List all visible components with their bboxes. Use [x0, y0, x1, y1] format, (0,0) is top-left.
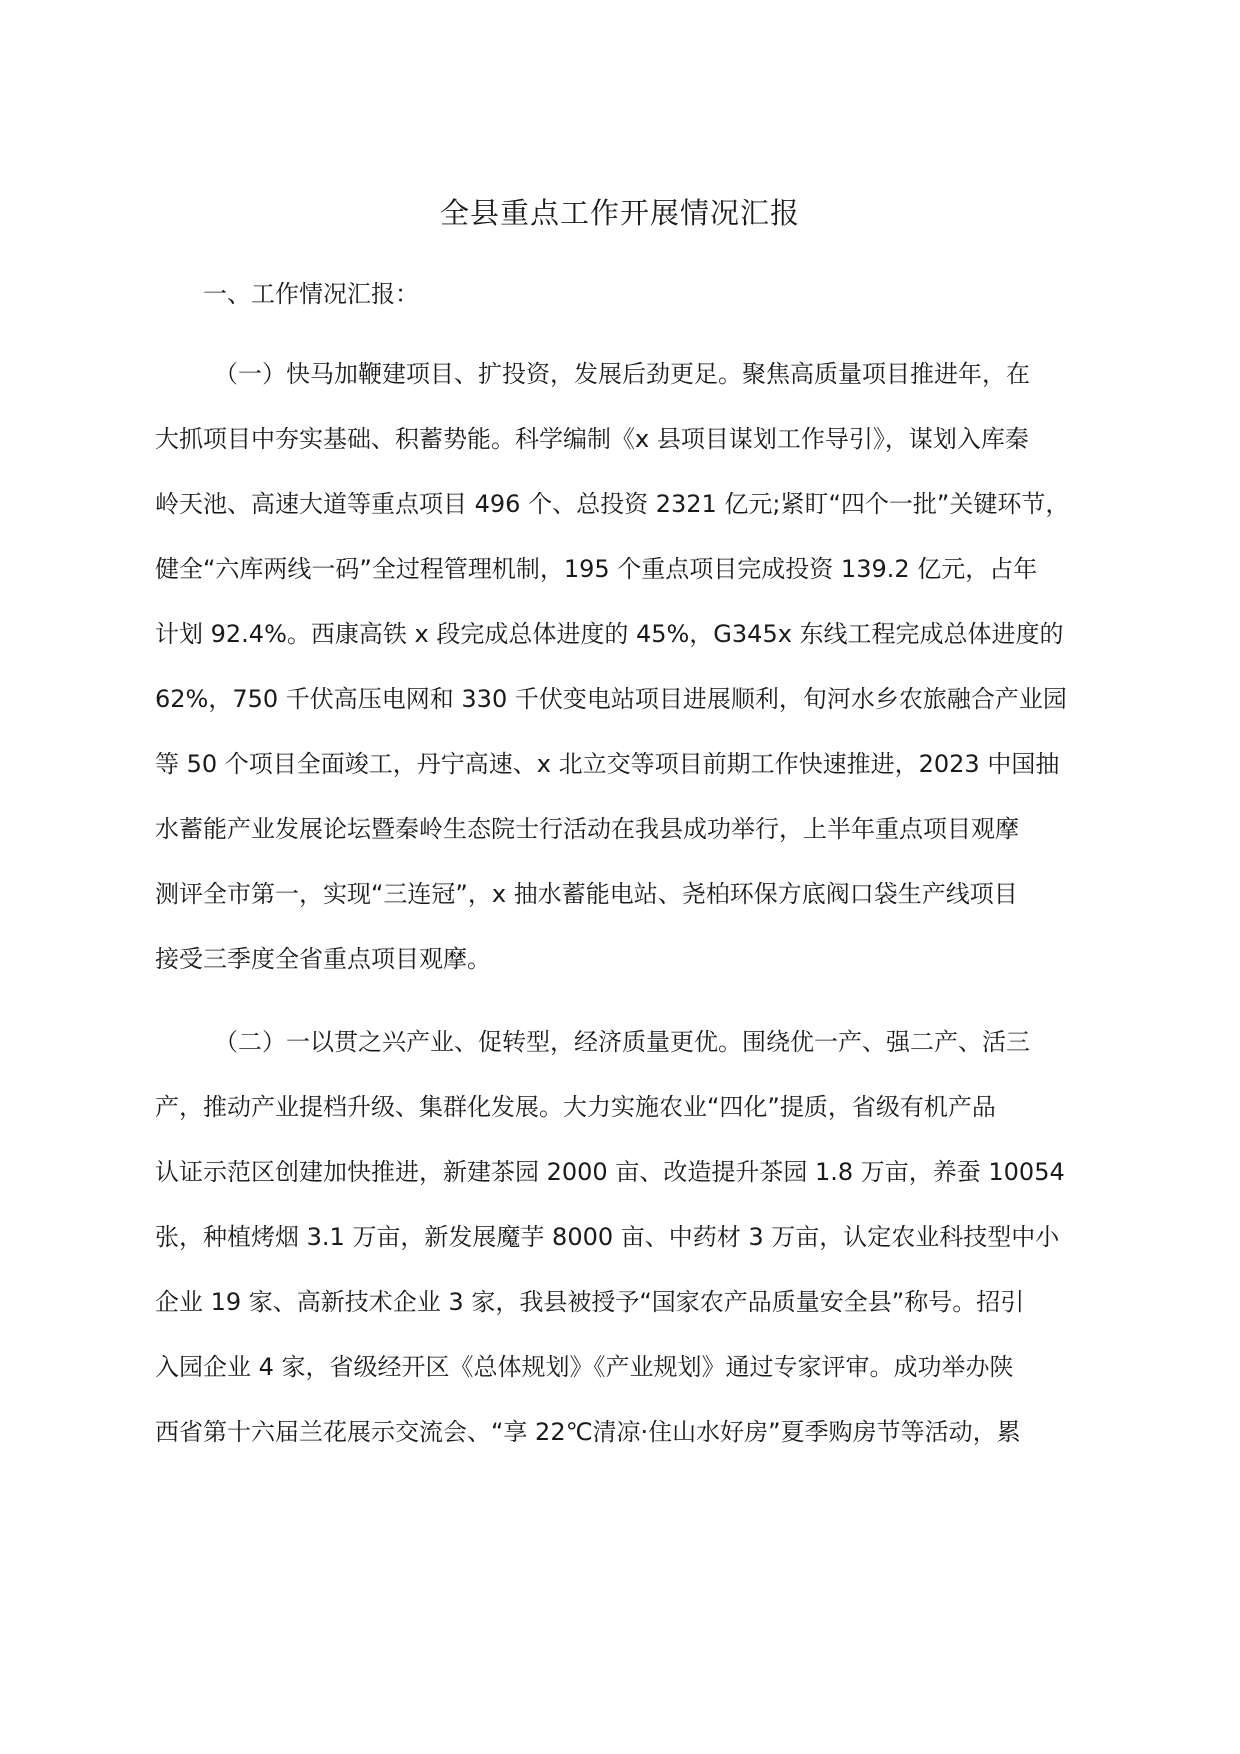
paragraph-line: 产，推动产业提档升级、集群化发展。大力实施农业“四化”提质，省级有机产品 [155, 1093, 996, 1121]
paragraph-line: 西省第十六届兰花展示交流会、“享 22℃清凉·住山水好房”夏季购房节等活动，累 [155, 1418, 1021, 1446]
paragraph-line: 大抓项目中夯实基础、积蓄势能。科学编制《x 县项目谋划工作导引》，谋划入库秦 [155, 425, 1029, 453]
paragraph-line: 等 50 个项目全面竣工，丹宁高速、x 北立交等项目前期工作快速推进，2023 中国抽 [155, 750, 1060, 778]
section-heading: 一、工作情况汇报： [203, 280, 419, 308]
paragraph-line: 入园企业 4 家，省级经开区《总体规划》《产业规划》通过专家评审。成功举办陕 [155, 1353, 1014, 1381]
paragraph-line: 测评全市第一，实现“三连冠”，x 抽水蓄能电站、尧柏环保方底阀口袋生产线项目 [155, 880, 1018, 908]
paragraph-line: （二）一以贯之兴产业、促转型，经济质量更优。围绕优一产、强二产、活三 [214, 1028, 1030, 1056]
document-title: 全县重点工作开展情况汇报 [439, 196, 800, 230]
paragraph-line: 张，种植烤烟 3.1 万亩，新发展魔芋 8000 亩、中药材 3 万亩，认定农业科技型中小 [155, 1223, 1060, 1251]
paragraph-line: 岭天池、高速大道等重点项目 496 个、总投资 2321 亿元;紧盯“四个一批”关键环节， [155, 490, 1070, 518]
paragraph-line: 接受三季度全省重点项目观摩。 [155, 945, 491, 973]
paragraph-line: 计划 92.4%。西康高铁 x 段完成总体进度的 45%，G345x 东线工程完成总体进度的 [155, 620, 1064, 648]
paragraph-line: 62%，750 千伏高压电网和 330 千伏变电站项目进展顺利，旬河水乡农旅融合产业园 [155, 685, 1067, 713]
paragraph-line: 水蓄能产业发展论坛暨秦岭生态院士行活动在我县成功举行，上半年重点项目观摩 [155, 815, 1019, 843]
paragraph-line: 认证示范区创建加快推进，新建茶园 2000 亩、改造提升茶园 1.8 万亩，养蚕 10054 [155, 1158, 1065, 1186]
paragraph-line: 企业 19 家、高新技术企业 3 家，我县被授予“国家农产品质量安全县”称号。招引 [155, 1288, 1025, 1316]
paragraph-line: 健全“六库两线一码”全过程管理机制，195 个重点项目完成投资 139.2 亿元，占年 [155, 555, 1038, 583]
paragraph-line: （一）快马加鞭建项目、扩投资，发展后劲更足。聚焦高质量项目推进年，在 [214, 360, 1030, 388]
